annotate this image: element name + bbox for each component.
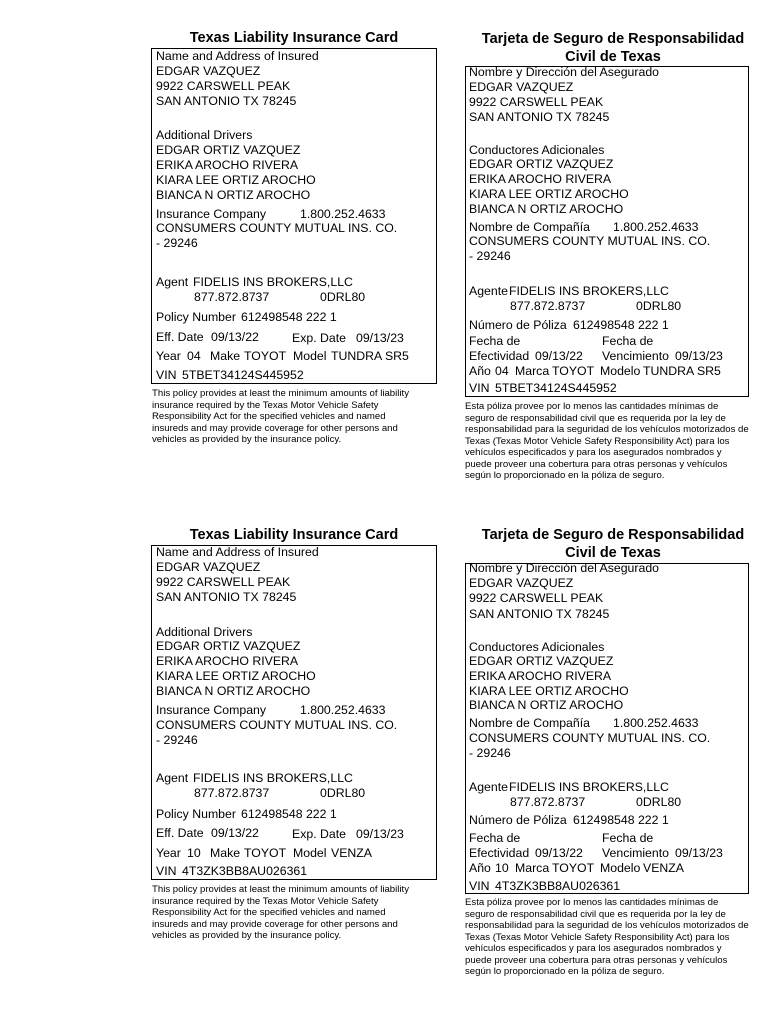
policy-note: This policy provides at least the minimum amounts of liability insurance required by the Texas Motor Vehicle Safety Responsibility Act for the specified vehicles and named insureds and may provide coverage for other persons and vehicles as provided by the insurance policy. <box>152 884 410 941</box>
driver-name: ERIKA AROCHO RIVERA <box>156 158 299 172</box>
driver-name: BIANCA N ORTIZ AROCHO <box>469 202 624 216</box>
vin-label: VIN <box>156 368 177 382</box>
model-label: Model <box>293 349 327 363</box>
year-label: Year <box>156 349 181 363</box>
vin-number: 5TBET34124S445952 <box>182 368 304 382</box>
vehicle-make: TOYOT <box>552 861 595 875</box>
vehicle-year: 04 <box>187 349 201 363</box>
insured-address-line2: SAN ANTONIO TX 78245 <box>156 590 297 604</box>
driver-name: KIARA LEE ORTIZ AROCHO <box>156 669 316 683</box>
insurance-company-phone: 1.800.252.4633 <box>300 207 386 221</box>
agent-name: FIDELIS INS BROKERS,LLC <box>509 780 669 794</box>
insured-address-line1: 9922 CARSWELL PEAK <box>156 575 291 589</box>
model-label: Modelo <box>600 861 641 875</box>
insured-address-line2: SAN ANTONIO TX 78245 <box>156 94 297 108</box>
policy-number: 612498548 222 1 <box>241 310 337 324</box>
card-title: Texas Liability Insurance Card <box>189 30 399 46</box>
exp-date: 09/13/23 <box>356 331 404 345</box>
insurance-company-label: Nombre de Compañía <box>469 220 590 234</box>
policy-number: 612498548 222 1 <box>573 813 669 827</box>
vehicle-model: VENZA <box>643 861 684 875</box>
vehicle-model: VENZA <box>331 846 372 860</box>
insured-name: EDGAR VAZQUEZ <box>156 560 261 574</box>
eff-date-label: Fecha de <box>469 831 521 845</box>
driver-name: EDGAR ORTIZ VAZQUEZ <box>469 654 614 668</box>
additional-drivers-label: Additional Drivers <box>156 625 253 639</box>
vin-number: 5TBET34124S445952 <box>495 381 617 395</box>
policy-note: Esta póliza provee por lo menos las cantidades mínimas de seguro de responsabilidad civil que es requerida por la ley de responsabilidad para la seguridad de los vehículos motorizados de Texas (Texas Motor Vehicle Safety Responsibility Act) para los vehículos especificados y para los asegurados nombrados y puede proveer una cobertura para otras personas y vehículos según lo proporcionado en la póliza de seguro. <box>465 897 749 977</box>
agent-phone: 877.872.8737 <box>194 290 270 304</box>
model-label: Model <box>293 846 327 860</box>
driver-name: ERIKA AROCHO RIVERA <box>469 669 612 683</box>
agent-label: Agent <box>156 771 189 785</box>
additional-drivers-label: Conductores Adicionales <box>469 640 605 654</box>
additional-drivers-label: Additional Drivers <box>156 128 253 142</box>
vehicle-year: 04 <box>495 364 509 378</box>
driver-name: KIARA LEE ORTIZ AROCHO <box>469 684 629 698</box>
insurance-company-code: - 29246 <box>469 249 511 263</box>
insured-address-line1: 9922 CARSWELL PEAK <box>469 591 604 605</box>
agent-phone: 877.872.8737 <box>510 795 586 809</box>
insurance-company-phone: 1.800.252.4633 <box>613 716 699 730</box>
driver-name: BIANCA N ORTIZ AROCHO <box>156 188 311 202</box>
agent-label: Agent <box>156 275 189 289</box>
insurance-company-phone: 1.800.252.4633 <box>613 220 699 234</box>
vin-number: 4T3ZK3BB8AU026361 <box>182 864 308 878</box>
make-label: Marca <box>515 861 550 875</box>
vehicle-make: TOYOT <box>552 364 595 378</box>
vin-label: VIN <box>469 381 490 395</box>
agent-code: 0DRL80 <box>636 795 682 809</box>
exp-date-label: Exp. Date <box>292 827 346 841</box>
name-address-label: Nombre y Dirección del Asegurado <box>469 561 660 575</box>
exp-date-label: Fecha de <box>602 831 654 845</box>
card-title: Tarjeta de Seguro de Responsabilidad Civil de Texas <box>481 527 745 561</box>
insurance-company-code: - 29246 <box>469 746 511 760</box>
year-label: Year <box>156 846 181 860</box>
insurance-company-label: Insurance Company <box>156 703 267 717</box>
exp-date: 09/13/23 <box>675 349 723 363</box>
insurance-company-name: CONSUMERS COUNTY MUTUAL INS. CO. <box>469 731 711 745</box>
policy-number-label: Número de Póliza <box>469 813 567 827</box>
agent-code: 0DRL80 <box>320 290 366 304</box>
vin-label: VIN <box>469 879 490 893</box>
policy-number-label: Número de Póliza <box>469 318 567 332</box>
make-label: Make <box>210 846 241 860</box>
insured-address-line1: 9922 CARSWELL PEAK <box>156 79 291 93</box>
insurance-company-name: CONSUMERS COUNTY MUTUAL INS. CO. <box>469 234 711 248</box>
driver-name: ERIKA AROCHO RIVERA <box>469 172 612 186</box>
insured-name: EDGAR VAZQUEZ <box>469 576 574 590</box>
eff-date-label: Efectividad <box>469 846 530 860</box>
insured-address-line2: SAN ANTONIO TX 78245 <box>469 110 610 124</box>
insured-address-line2: SAN ANTONIO TX 78245 <box>469 607 610 621</box>
insurance-company-name: CONSUMERS COUNTY MUTUAL INS. CO. <box>156 221 398 235</box>
exp-date: 09/13/23 <box>675 846 723 860</box>
insured-name: EDGAR VAZQUEZ <box>469 80 574 94</box>
eff-date-label: Fecha de <box>469 334 521 348</box>
agent-phone: 877.872.8737 <box>194 786 270 800</box>
year-label: Año <box>469 364 491 378</box>
vehicle-make: TOYOT <box>244 846 287 860</box>
driver-name: EDGAR ORTIZ VAZQUEZ <box>156 143 301 157</box>
driver-name: BIANCA N ORTIZ AROCHO <box>156 684 311 698</box>
driver-name: EDGAR ORTIZ VAZQUEZ <box>156 639 301 653</box>
make-label: Marca <box>515 364 550 378</box>
insurance-company-name: CONSUMERS COUNTY MUTUAL INS. CO. <box>156 718 398 732</box>
agent-code: 0DRL80 <box>320 786 366 800</box>
driver-name: BIANCA N ORTIZ AROCHO <box>469 698 624 712</box>
vehicle-year: 10 <box>187 846 201 860</box>
policy-number-label: Policy Number <box>156 310 236 324</box>
eff-date-label: Eff. Date <box>156 826 204 840</box>
driver-name: ERIKA AROCHO RIVERA <box>156 654 299 668</box>
insurance-company-phone: 1.800.252.4633 <box>300 703 386 717</box>
policy-number: 612498548 222 1 <box>241 807 337 821</box>
exp-date-label: Fecha de <box>602 334 654 348</box>
card-title: Tarjeta de Seguro de Responsabilidad Civil de Texas <box>481 31 745 65</box>
insured-address-line1: 9922 CARSWELL PEAK <box>469 95 604 109</box>
exp-date-label: Vencimiento <box>602 349 669 363</box>
name-address-label: Name and Address of Insured <box>156 545 319 559</box>
card-title: Texas Liability Insurance Card <box>189 527 399 543</box>
additional-drivers-label: Conductores Adicionales <box>469 143 605 157</box>
name-address-label: Nombre y Dirección del Asegurado <box>469 65 660 79</box>
agent-phone: 877.872.8737 <box>510 299 586 313</box>
exp-date-label: Exp. Date <box>292 331 346 345</box>
eff-date: 09/13/22 <box>211 330 259 344</box>
agent-code: 0DRL80 <box>636 299 682 313</box>
vehicle-model: TUNDRA SR5 <box>331 349 409 363</box>
agent-name: FIDELIS INS BROKERS,LLC <box>193 771 353 785</box>
make-label: Make <box>210 349 241 363</box>
agent-label: Agente <box>469 284 508 298</box>
insured-name: EDGAR VAZQUEZ <box>156 64 261 78</box>
agent-label: Agente <box>469 780 508 794</box>
vehicle-year: 10 <box>495 861 509 875</box>
vehicle-model: TUNDRA SR5 <box>643 364 721 378</box>
eff-date-label: Efectividad <box>469 349 530 363</box>
exp-date-label: Vencimiento <box>602 846 669 860</box>
insurance-company-label: Insurance Company <box>156 207 267 221</box>
eff-date: 09/13/22 <box>535 349 583 363</box>
year-label: Año <box>469 861 491 875</box>
driver-name: KIARA LEE ORTIZ AROCHO <box>156 173 316 187</box>
policy-number: 612498548 222 1 <box>573 318 669 332</box>
driver-name: EDGAR ORTIZ VAZQUEZ <box>469 157 614 171</box>
vehicle-make: TOYOT <box>244 349 287 363</box>
insurance-company-code: - 29246 <box>156 733 198 747</box>
driver-name: KIARA LEE ORTIZ AROCHO <box>469 187 629 201</box>
agent-name: FIDELIS INS BROKERS,LLC <box>193 275 353 289</box>
exp-date: 09/13/23 <box>356 827 404 841</box>
policy-note: This policy provides at least the minimum amounts of liability insurance required by the Texas Motor Vehicle Safety Responsibility Act for the specified vehicles and named insureds and may provide coverage for other persons and vehicles as provided by the insurance policy. <box>152 388 410 445</box>
model-label: Modelo <box>600 364 641 378</box>
policy-note: Esta póliza provee por lo menos las cantidades mínimas de seguro de responsabilidad civil que es requerida por la ley de responsabilidad para la seguridad de los vehículos motorizados de Texas (Texas Motor Vehicle Safety Responsibility Act) para los vehículos especificados y para los asegurados nombrados y puede proveer una cobertura para otras personas y vehículos según lo proporcionado en la póliza de seguro. <box>465 401 749 481</box>
vin-number: 4T3ZK3BB8AU026361 <box>495 879 621 893</box>
eff-date: 09/13/22 <box>211 826 259 840</box>
policy-number-label: Policy Number <box>156 807 236 821</box>
agent-name: FIDELIS INS BROKERS,LLC <box>509 284 669 298</box>
name-address-label: Name and Address of Insured <box>156 49 319 63</box>
insurance-company-code: - 29246 <box>156 236 198 250</box>
vin-label: VIN <box>156 864 177 878</box>
eff-date-label: Eff. Date <box>156 330 204 344</box>
insurance-company-label: Nombre de Compañía <box>469 716 590 730</box>
eff-date: 09/13/22 <box>535 846 583 860</box>
